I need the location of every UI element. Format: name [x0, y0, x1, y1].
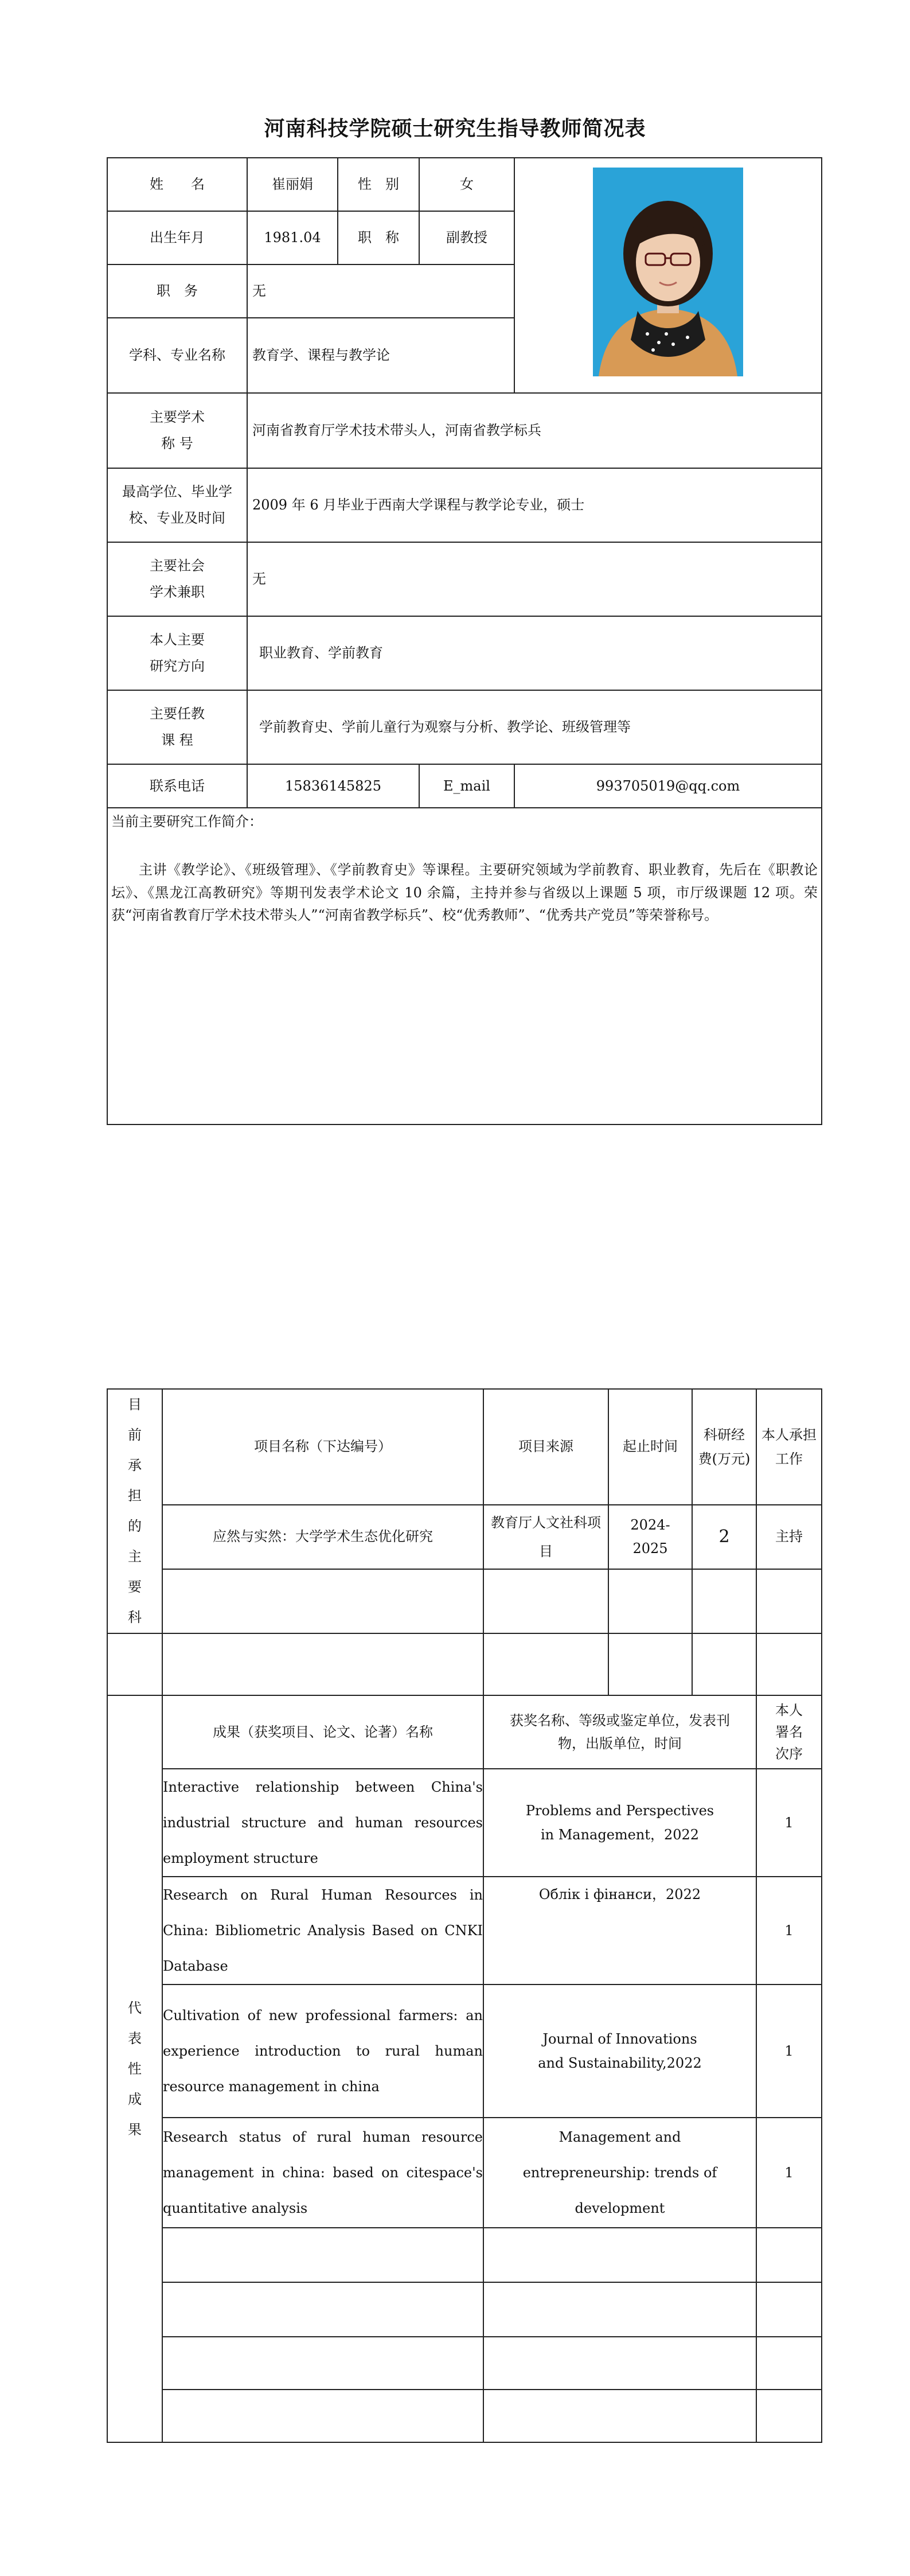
email-label: E_mail — [419, 764, 514, 808]
projects-header-name: 项目名称（下达编号） — [162, 1389, 483, 1505]
social-label: 主要社会学术兼职 — [107, 542, 247, 616]
achievements-header-order: 本人署名次序 — [756, 1695, 822, 1769]
achievement-row-empty — [107, 2390, 822, 2442]
project-role: 主持 — [756, 1505, 822, 1569]
profile-table — [107, 157, 822, 1125]
gender-value: 女 — [419, 158, 514, 211]
achievement-title: Research on Rural Human Resources in China: Bibliometric Analysis Based on CNKI Database — [162, 1877, 483, 1984]
name-value: 崔丽娟 — [247, 158, 338, 211]
project-row-empty — [107, 1633, 822, 1695]
position-value: 无 — [247, 264, 514, 318]
project-row-empty — [107, 1569, 822, 1633]
birth-value: 1981.04 — [247, 211, 338, 264]
social-value: 无 — [247, 542, 822, 616]
achievement-row — [107, 1984, 822, 2118]
discipline-label: 学科、专业名称 — [107, 318, 247, 393]
gender-label: 性 别 — [338, 158, 419, 211]
academic-title-label: 主要学术称 号 — [107, 393, 247, 468]
projects-header-time: 起止时间 — [608, 1389, 692, 1505]
research-value: 职业教育、学前教育 — [247, 616, 822, 690]
project-row — [107, 1505, 822, 1569]
achievement-row-empty — [107, 2228, 822, 2282]
name-label: 姓 名 — [107, 158, 247, 211]
intro-heading: 当前主要研究工作简介： — [111, 814, 263, 830]
achievement-row — [107, 2118, 822, 2228]
achievements-header-venue: 获奖名称、等级或鉴定单位，发表刊物，出版单位，时间 — [483, 1695, 756, 1769]
achievement-row-empty — [107, 2282, 822, 2337]
rank-value: 副教授 — [419, 211, 514, 264]
achievement-venue: Облік і фінанси，2022 — [483, 1877, 756, 1984]
achievement-title: Research status of rural human resource management in china: based on citespace's quantitative analysis — [162, 2118, 483, 2228]
project-funding: 2 — [692, 1505, 756, 1569]
academic-title-value: 河南省教育厅学术技术带头人，河南省教学标兵 — [247, 393, 822, 468]
project-time: 2024-2025 — [608, 1505, 692, 1569]
project-name: 应然与实然：大学学术生态优化研究 — [162, 1505, 483, 1569]
achievement-order: 1 — [756, 1877, 822, 1984]
degree-label: 最高学位、毕业学校、专业及时间 — [107, 468, 247, 542]
courses-value: 学前教育史、学前儿童行为观察与分析、教学论、班级管理等 — [247, 690, 822, 764]
achievement-venue: Management and entrepreneurship: trends of development — [483, 2118, 756, 2228]
achievement-venue: Problems and Perspectives in Management，2022 — [483, 1769, 756, 1877]
intro-section — [107, 808, 822, 1124]
position-label: 职 务 — [107, 264, 247, 318]
discipline-value: 教育学、课程与教学论 — [247, 318, 514, 393]
achievement-title: Interactive relationship between China's industrial structure and human resources employment structure — [162, 1769, 483, 1877]
intro-text: 主讲《教学论》、《班级管理》、《学前教育史》等课程。主要研究领域为学前教育、职业教育，先后在《职教论坛》、《黑龙江高教研究》等期刊发表学术论文 10 余篇，主持并参与省级以上课题 5 项，市厅级课题 12 项。荣获“河南省教育厅学术技术带头人”“河南省教学标兵”、校“优秀教师”、“优秀共产党员”等荣誉称号。 — [111, 862, 818, 923]
phone-label: 联系电话 — [107, 764, 247, 808]
project-source: 教育厅人文社科项目 — [483, 1505, 608, 1569]
achievement-row — [107, 1877, 822, 1984]
courses-label: 主要任教课 程 — [107, 690, 247, 764]
achievement-order: 1 — [756, 1769, 822, 1877]
achievement-venue: Journal of Innovations and Sustainability,2022 — [483, 1984, 756, 2118]
projects-header-funding: 科研经费(万元) — [692, 1389, 756, 1505]
achievements-side-label: 代 表 性 成 果 — [107, 1695, 162, 2442]
achievement-row-empty — [107, 2337, 822, 2390]
projects-header-role: 本人承担工作 — [756, 1389, 822, 1505]
achievement-order: 1 — [756, 1984, 822, 2118]
email-value: 993705019@qq.com — [514, 764, 822, 808]
portrait-photo — [593, 168, 743, 376]
achievements-header-title: 成果（获奖项目、论文、论著）名称 — [162, 1695, 483, 1769]
research-table — [107, 1388, 822, 2443]
research-label: 本人主要研究方向 — [107, 616, 247, 690]
phone-value: 15836145825 — [247, 764, 419, 808]
achievement-row — [107, 1769, 822, 1877]
projects-side-label: 目 前 承 担 的 主 要 科 — [107, 1389, 162, 1633]
birth-label: 出生年月 — [107, 211, 247, 264]
page-title: 河南科技学院硕士研究生指导教师简况表 — [264, 117, 646, 141]
portrait-photo-cell — [514, 158, 822, 393]
achievement-order: 1 — [756, 2118, 822, 2228]
projects-header-source: 项目来源 — [483, 1389, 608, 1505]
achievement-title: Cultivation of new professional farmers: an experience introduction to rural human resource management in china — [162, 1984, 483, 2118]
degree-value: 2009 年 6 月毕业于西南大学课程与教学论专业，硕士 — [247, 468, 822, 542]
rank-label: 职 称 — [338, 211, 419, 264]
